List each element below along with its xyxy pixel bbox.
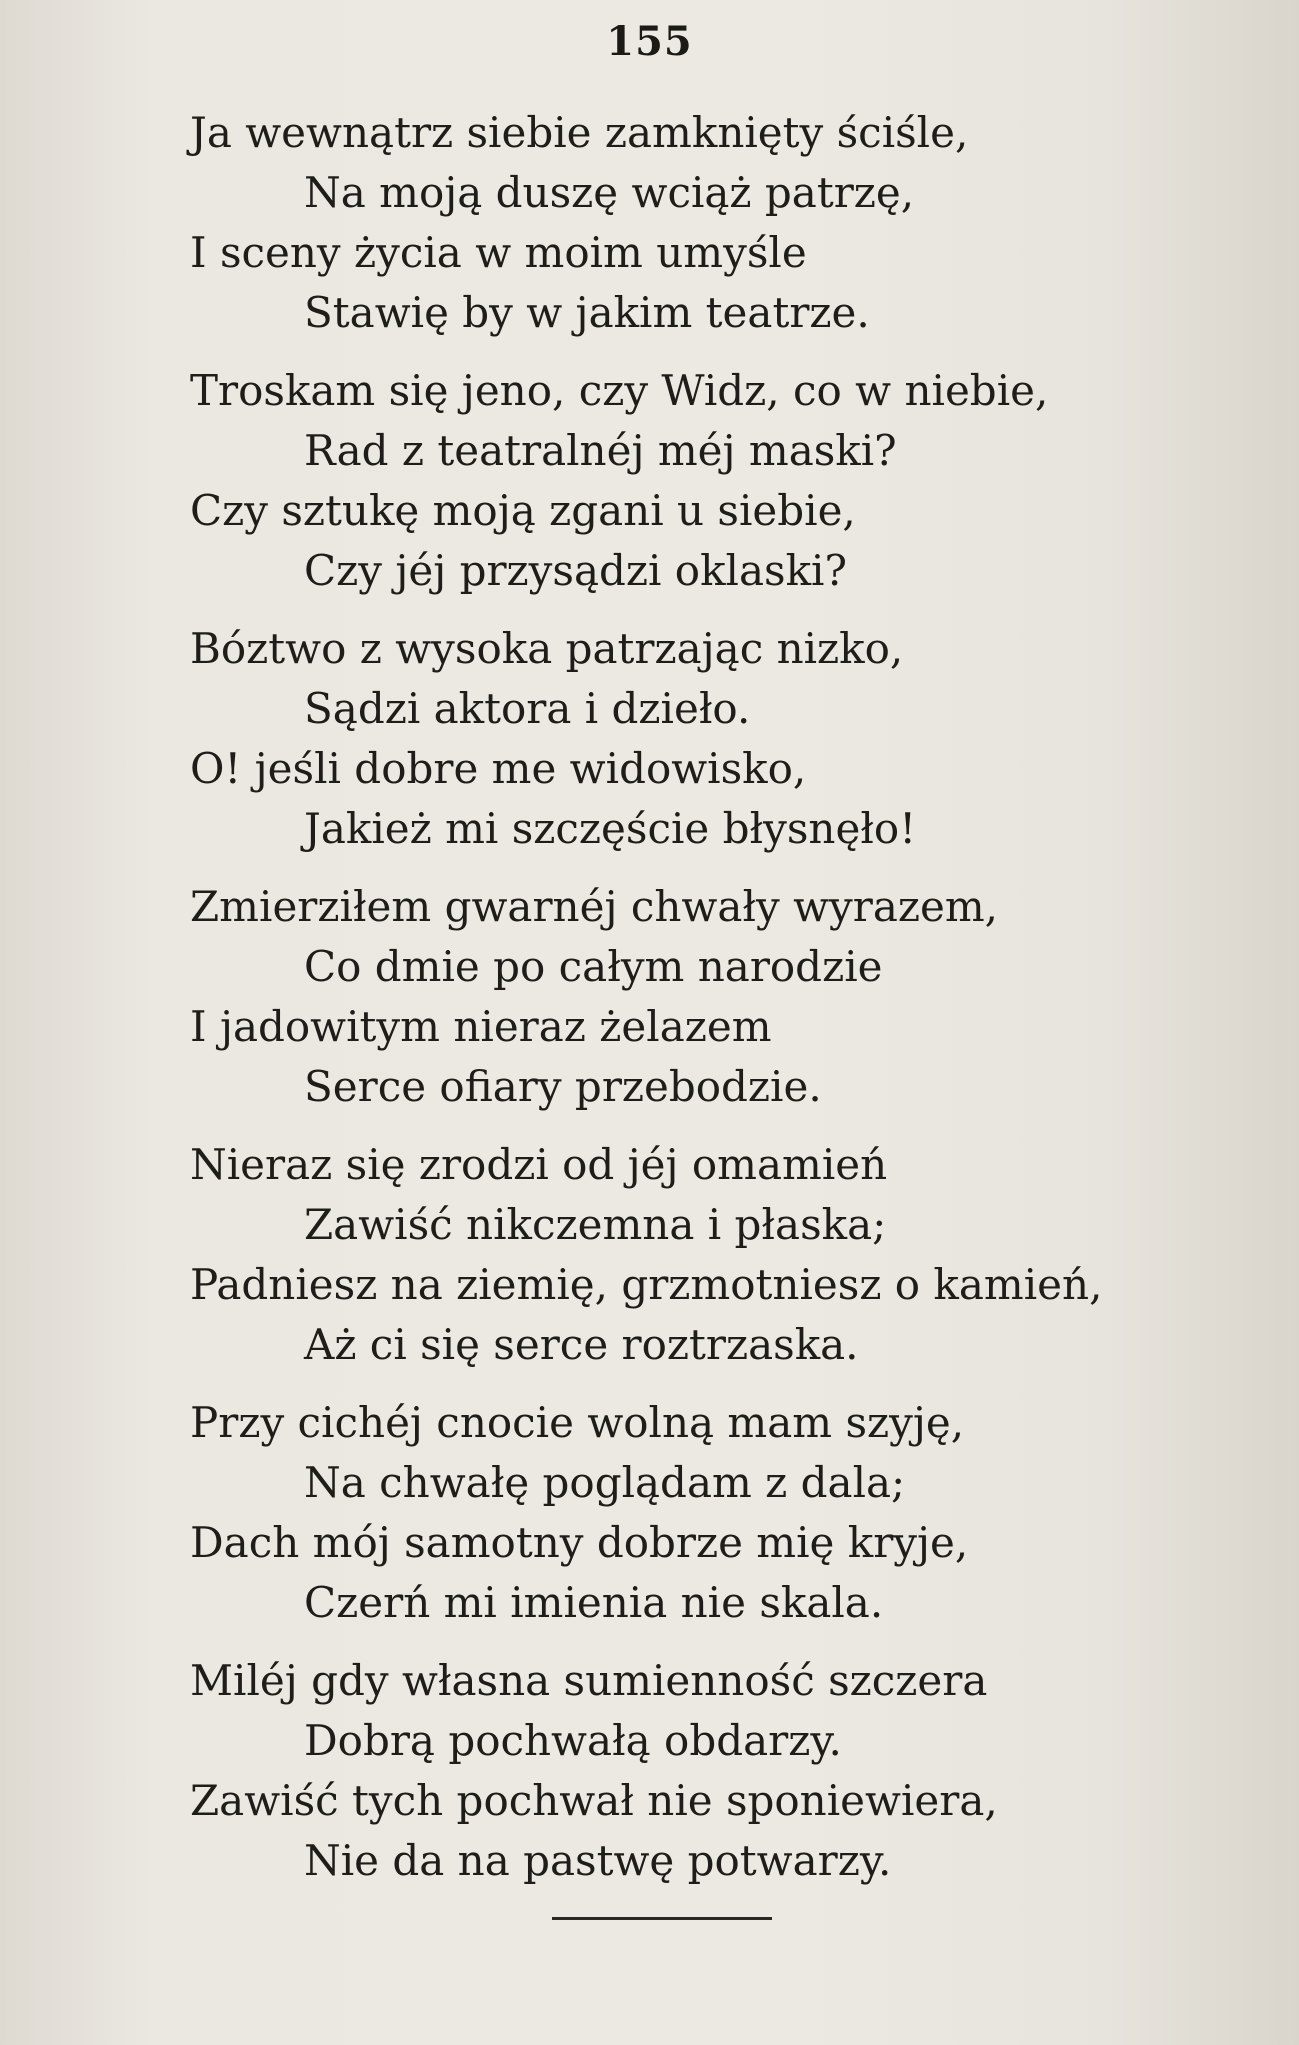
poem-line: Nieraz się zrodzi od jéj omamień <box>190 1140 888 1189</box>
end-rule <box>552 1917 772 1920</box>
stanza-7 <box>0 1651 1299 1891</box>
poem-line: I jadowitym nieraz żelazem <box>190 1002 772 1051</box>
poem-line: Ja wewnątrz siebie zamknięty ściśle, <box>190 108 969 157</box>
poem-line: Zawiść nikczemna i płaska; <box>304 1200 887 1249</box>
stanza-4 <box>0 877 1299 1117</box>
stanza-5 <box>0 1135 1299 1375</box>
poem-line: Troskam się jeno, czy Widz, co w niebie, <box>190 366 1049 415</box>
poem-line: Zawiść tych pochwał nie sponiewiera, <box>190 1776 998 1825</box>
poem-line: Na moją duszę wciąż patrzę, <box>304 168 915 217</box>
poem-line: Czerń mi imienia nie skala. <box>304 1578 884 1627</box>
poem-line: Na chwałę poglądam z dala; <box>304 1458 906 1507</box>
poem-line: Sądzi aktora i dzieło. <box>304 684 751 733</box>
stanza-2 <box>0 361 1299 601</box>
poem-line: Jakież mi szczęście błysnęło! <box>304 804 917 853</box>
poem-line: Bóztwo z wysoka patrzając nizko, <box>190 624 904 673</box>
poem-line: Miléj gdy własna sumienność szczera <box>190 1656 988 1705</box>
poem-line: Serce ofiary przebodzie. <box>304 1062 822 1111</box>
poem-line: O! jeśli dobre me widowisko, <box>190 744 807 793</box>
poem-line: Czy sztukę moją zgani u siebie, <box>190 486 856 535</box>
poem-line: I sceny życia w moim umyśle <box>190 228 807 277</box>
poem-line: Nie da na pastwę potwarzy. <box>304 1836 892 1885</box>
poem-line: Dach mój samotny dobrze mię kryje, <box>190 1518 969 1567</box>
poem-line: Aż ci się serce roztrzaska. <box>304 1320 859 1369</box>
stanza-6 <box>0 1393 1299 1633</box>
poem <box>0 103 1299 1891</box>
poem-line: Rad z teatralnéj méj maski? <box>304 426 897 475</box>
poem-line: Przy cichéj cnocie wolną mam szyję, <box>190 1398 965 1447</box>
stanza-3 <box>0 619 1299 859</box>
poem-line: Co dmie po całym narodzie <box>304 942 883 991</box>
poem-line: Padniesz na ziemię, grzmotniesz o kamień, <box>190 1260 1103 1309</box>
poem-line: Stawię by w jakim teatrze. <box>304 288 870 337</box>
stanza-1 <box>0 103 1299 343</box>
poem-line: Zmierziłem gwarnéj chwały wyrazem, <box>190 882 999 931</box>
poem-line: Dobrą pochwałą obdarzy. <box>304 1716 842 1765</box>
poem-line: Czy jéj przysądzi oklaski? <box>304 546 847 595</box>
page-number: 155 <box>606 18 693 65</box>
